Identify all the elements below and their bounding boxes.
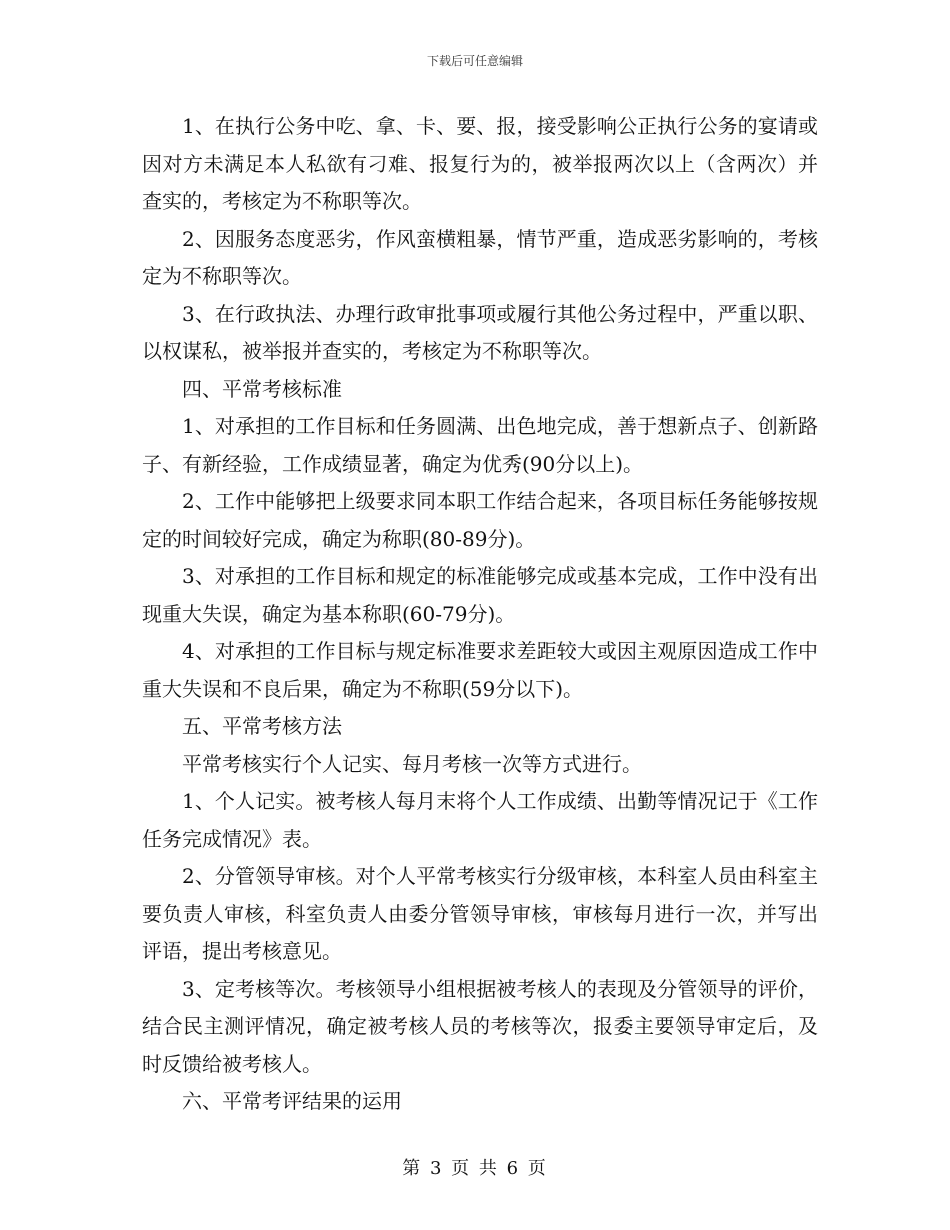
- section-heading: 四、平常考核标准: [182, 376, 342, 401]
- paragraph: 3、在行政执法、办理行政审批事项或履行其他公务过程中，严重以职、以权谋私，被举报并查实的，考核定为不称职等次。: [142, 301, 818, 363]
- paragraph: 2、分管领导审核。对个人平常考核实行分级审核，本科室人员由科室主要负责人审核，科室负责人由委分管领导审核，审核每月进行一次，并写出评语，提出考核意见。: [142, 864, 818, 963]
- section-heading: 五、平常考核方法: [182, 714, 342, 738]
- document-body: [142, 108, 818, 1121]
- paragraph: 1、对承担的工作目标和任务圆满、出色地完成，善于想新点子、创新路子、有新经验，工作成绩显著，确定为优秀(90分以上)。: [142, 414, 818, 476]
- paragraph: 2、因服务态度恶劣，作风蛮横粗暴，情节严重，造成恶劣影响的，考核定为不称职等次。: [142, 226, 818, 288]
- paragraph: 3、对承担的工作目标和规定的标准能够完成或基本完成，工作中没有出现重大失误，确定为基本称职(60-79分)。: [142, 564, 818, 626]
- paragraph: 1、个人记实。被考核人每月末将个人工作成绩、出勤等情况记于《工作任务完成情况》表。: [142, 789, 818, 851]
- page-number: 第 3 页 共 6 页: [402, 1158, 548, 1179]
- paragraph: 1、在执行公务中吃、拿、卡、要、报，接受影响公正执行公务的宴请或因对方未满足本人私欲有刁难、报复行为的，被举报两次以上（含两次）并查实的，考核定为不称职等次。: [142, 114, 818, 213]
- page-header: 下载后可任意编辑: [426, 54, 523, 68]
- paragraph: 2、工作中能够把上级要求同本职工作结合起来，各项目标任务能够按规定的时间较好完成，确定为称职(80-89分)。: [142, 489, 818, 551]
- paragraph: 3、定考核等次。考核领导小组根据被考核人的表现及分管领导的评价，结合民主测评情况，确定被考核人员的考核等次，报委主要领导审定后，及时反馈给被考核人。: [142, 976, 818, 1076]
- section-heading: 六、平常考评结果的运用: [182, 1089, 402, 1113]
- paragraph: 4、对承担的工作目标与规定标准要求差距较大或因主观原因造成工作中重大失误和不良后果，确定为不称职(59分以下)。: [142, 639, 818, 701]
- paragraph: 平常考核实行个人记实、每月考核一次等方式进行。: [182, 751, 642, 776]
